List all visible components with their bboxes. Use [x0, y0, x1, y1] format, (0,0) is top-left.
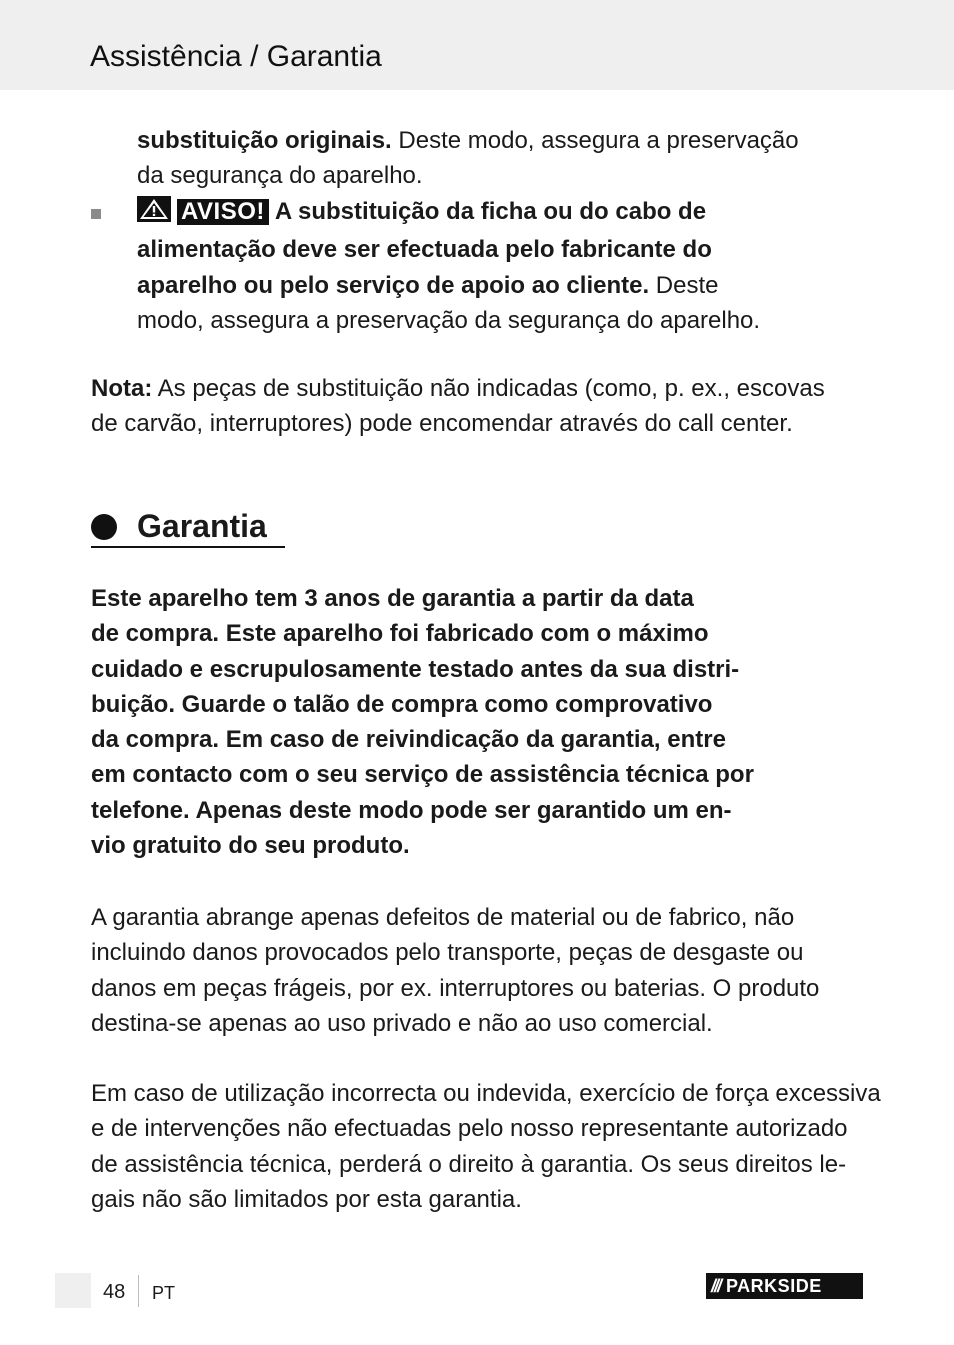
warning-line3-bold: aparelho ou pelo serviço de apoio ao cliente. — [137, 271, 650, 299]
misuse-line: gais não são limitados por esta garantia. — [91, 1185, 522, 1213]
note-label: Nota: — [91, 375, 153, 402]
warranty-line: em contacto com o seu serviço de assistência técnica por — [91, 761, 754, 789]
warning-line3-rest: Deste — [649, 271, 719, 299]
coverage-line: A garantia abrange apenas defeitos de material ou de fabrico, não — [91, 904, 795, 931]
top-paragraph — [137, 123, 799, 194]
warranty-line: buição. Guarde o talão de compra como comprovativo — [91, 690, 713, 718]
misuse-line: Em caso de utilização incorrecta ou indevida, exercício de força excessiva — [91, 1080, 881, 1107]
section-bullet-icon — [91, 514, 117, 540]
coverage-paragraph — [91, 900, 819, 1041]
page-number: 48 — [103, 1281, 126, 1303]
misuse-line: e de intervenções não efectuadas pelo nosso representante autorizado — [91, 1115, 848, 1143]
note-line2: de carvão, interruptores) pode encomendar através do call center. — [91, 410, 793, 438]
parkside-logo — [706, 1273, 863, 1299]
note-line1: As peças de substituição não indicadas (como, p. ex., escovas — [152, 375, 825, 402]
misuse-paragraph — [91, 1076, 881, 1217]
coverage-line: danos em peças frágeis, por ex. interruptores ou baterias. O produto — [91, 974, 820, 1002]
warranty-line: vio gratuito do seu produto. — [91, 832, 410, 860]
note-paragraph — [91, 371, 825, 442]
warranty-line: de compra. Este aparelho foi fabricado com o máximo — [91, 620, 709, 648]
top-paragraph-line1: Deste modo, assegura a preservação — [391, 127, 799, 154]
list-bullet — [91, 209, 101, 219]
section-underline — [91, 546, 285, 548]
misuse-line: de assistência técnica, perderá o direito à garantia. Os seus direitos le- — [91, 1150, 847, 1178]
logo-mark: /// — [711, 1275, 721, 1296]
section-title: Garantia — [137, 508, 267, 544]
warranty-line: telefone. Apenas deste modo pode ser garantido um en- — [91, 796, 732, 824]
warning-paragraph — [137, 194, 760, 338]
footer-box — [55, 1273, 91, 1308]
warning-line1: A substituição da ficha ou do cabo de — [274, 198, 707, 225]
warning-line2: alimentação deve ser efectuada pelo fabricante do — [137, 236, 712, 264]
warranty-line: Este aparelho tem 3 anos de garantia a partir da data — [91, 585, 694, 612]
footer-divider — [138, 1275, 139, 1307]
coverage-line: destina-se apenas ao uso privado e não ao uso comercial. — [91, 1009, 713, 1037]
warranty-line: da compra. Em caso de reivindicação da garantia, entre — [91, 726, 726, 754]
warning-triangle-icon — [137, 196, 171, 232]
page-title: Assistência / Garantia — [90, 40, 382, 73]
logo-text: PARKSIDE — [726, 1275, 822, 1296]
warning-line4: modo, assegura a preservação da segurança do aparelho. — [137, 306, 761, 334]
top-paragraph-line2: da segurança do aparelho. — [137, 162, 423, 190]
warranty-line: cuidado e escrupulosamente testado antes da sua distri- — [91, 655, 740, 683]
warning-label: AVISO! — [177, 199, 269, 225]
coverage-line: incluindo danos provocados pelo transporte, peças de desgaste ou — [91, 939, 804, 967]
top-paragraph-bold: substituição originais. — [137, 127, 392, 154]
language-code: PT — [152, 1283, 176, 1303]
warranty-paragraph — [91, 581, 754, 863]
